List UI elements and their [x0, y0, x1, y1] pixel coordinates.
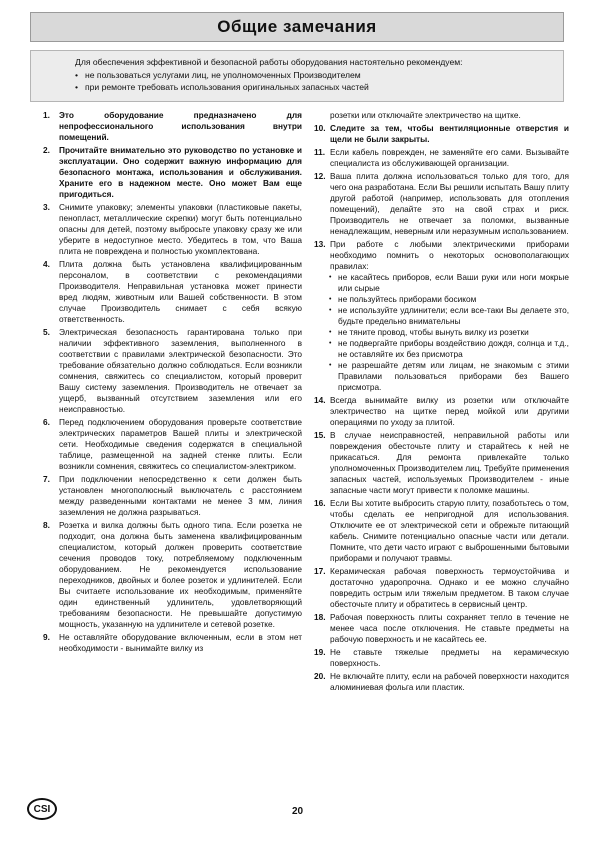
page-number: 20 [291, 806, 304, 817]
right-column [314, 110, 569, 693]
item-text: Следите за тем, чтобы вентиляционные отверстия и щели не были закрыты. [330, 123, 569, 144]
list-item [43, 202, 302, 257]
item-number: 15. [314, 430, 326, 440]
rule-bullet: • не подвергайте приборы воздействию дождя, солнца и т.д., не оставляйте их без присмотра [314, 338, 569, 360]
intro-bullet: • при ремонте требовать использования оригинальных запасных частей [75, 81, 563, 94]
list-item [314, 647, 569, 669]
intro-text: Для обеспечения эффективной и безопасной работы оборудования настоятельно рекомендуем: [75, 57, 463, 67]
title-bar [30, 12, 564, 42]
item-text: Если Вы хотите выбросить старую плиту, позаботьтесь о том, чтобы сделать ее непригодной для использования. Отключите ее от электрической сети и обрежьте питающий кабель. Снимите потенциально опасные части или детали. Помните, что дети часто играют с выброшенными бытовыми приборами и получают травмы. [330, 498, 569, 563]
item-number: 3. [43, 202, 50, 212]
item-text: Всегда вынимайте вилку из розетки или отключайте электричество на щитке перед мойкой или другими операциями по уходу за плитой. [330, 395, 569, 427]
item-number: 8. [43, 520, 50, 530]
list-item [43, 632, 302, 654]
item-text: Розетка и вилка должны быть одного типа. Если розетка не подходит, она должна быть заменена квалифицированным специалистом, который должен проверить соответствие сечения проводов току, потребляемому подключенным оборудованием. Не рекомендуется использование переходников, двойных и более розеток и удлинителей. Если Вы считаете использование их необходимым, применяйте один единственный удлинитель, удовлетворяющий требованиям безопасности. Не превышайте допустимую мощность, указанную на удлинителе и сетевой розетке. [59, 520, 302, 629]
item-text: Керамическая рабочая поверхность термоустойчива и достаточно ударопрочна. Однако и ее можно случайно повредить острым или тяжелым предметом. В таком случае обесточьте плиту и обратитесь в сервисный центр. [330, 566, 569, 609]
item-text: Плита должна быть установлена квалифицированным персоналом, в соответствии с рекомендациями Производителя. Неправильная установка может принести вред людям, животным или Вашей собственности. В этом случае Производитель снимает с себя всякую ответственность. [59, 259, 302, 324]
rule-bullet: • не касайтесь приборов, если Ваши руки или ноги мокрые или сырые [314, 272, 569, 294]
list-item [43, 417, 302, 472]
item-text: Не оставляйте оборудование включенным, если в этом нет необходимости - вынимайте вилку из [59, 632, 302, 653]
intro-bullet: • не пользоваться услугами лиц, не уполномоченных Производителем [75, 69, 563, 82]
item-text: Рабочая поверхность плиты сохраняет тепло в течение не менее часа после отключения. Не ставьте предметы на рабочую поверхность и не касайтесь ее. [330, 612, 569, 644]
item-text: Снимите упаковку; элементы упаковки (пластиковые пакеты, пенопласт, металлические скрепки) могут быть потенциально опасны для детей, поэтому выбросьте упаковку сразу же или уберите в недоступное место. Убедитесь в том, что Ваша плита не повреждена и полностью укомплектована. [59, 202, 302, 256]
item-text: Если кабель поврежден, не заменяйте его сами. Вызывайте специалиста из обслуживающей организации. [330, 147, 569, 168]
item-text: Не ставьте тяжелые предметы на керамическую поверхность. [330, 647, 569, 668]
list-item [314, 430, 569, 496]
list-item [314, 566, 569, 610]
page-title: Общие замечания [217, 17, 377, 36]
item-number: 7. [43, 474, 50, 484]
item-number: 11. [314, 147, 326, 157]
item-number: 16. [314, 498, 326, 508]
list-item [314, 612, 569, 645]
item-text: Электрическая безопасность гарантирована только при наличии эффективного заземления, выполненного в соответствии с правилами электрической безопасности. Это требование обязательно должно соблюдаться. Если возникли сомнения, свяжитесь со специалистом, который проверит Вашу систему заземления. Производитель не отвечает за ущерб, вызванный отсутствием заземления или его неисправностью. [59, 327, 302, 414]
item-text: Ваша плита должна использоваться только для того, для чего она разработана. Если Вы решили испытать Вашу плиту другой работой (например, использовать для отопления помещений), делайте это на свой страх и риск. Производитель не отвечает за поломки, вызванные ненадлежащим, неверным или неразумным использованием. [330, 171, 569, 236]
item-text: При подключении непосредственно к сети должен быть установлен многополюсный выключатель с расстоянием между разведенными контактами не менее 3 мм, линия заземления не должна разрываться. [59, 474, 302, 517]
item-number: 19. [314, 647, 326, 657]
list-item [314, 498, 569, 564]
item-text: В случае неисправностей, неправильной работы или повреждения обесточьте плиту и старайтесь к ней не прикасаться. Для ремонта привлекайте только уполномоченных Производителем лиц. Требуйте применения запасных частей, используемых Производителем - иные запасные части могут привести к поломке машины. [330, 430, 569, 495]
item-number: 17. [314, 566, 326, 576]
list-item [43, 327, 302, 415]
item-text: При работе с любыми электрическими приборами необходимо помнить о некоторых основополагающих правилах: [330, 239, 569, 271]
item-number: 14. [314, 395, 326, 405]
list-item [314, 123, 569, 145]
logo-text: CSI [33, 803, 51, 815]
list-item [314, 395, 569, 428]
item-number: 5. [43, 327, 50, 337]
item-number: 18. [314, 612, 326, 622]
list-item [43, 259, 302, 325]
item-number: 10. [314, 123, 326, 133]
item-number: 9. [43, 632, 50, 642]
intro-box [30, 50, 564, 102]
list-item [314, 171, 569, 237]
rule-bullet: • не используйте удлинители; если все-таки Вы делаете это, будьте предельно внимательны [314, 305, 569, 327]
list-item [43, 145, 302, 200]
item-number: 12. [314, 171, 326, 181]
item-text: Не включайте плиту, если на рабочей поверхности находится алюминиевая фольга или пластик. [330, 671, 569, 692]
item-number: 6. [43, 417, 50, 427]
item-number: 13. [314, 239, 326, 249]
rule-bullet: • не пользуйтесь приборами босиком [314, 294, 569, 305]
item-text: Это оборудование предназначено для непрофессионального использования внутри помещений. [59, 110, 302, 142]
item-text: Прочитайте внимательно это руководство по установке и эксплуатации. Оно содержит важную информацию для безопасного монтажа, использования и обслуживания. Храните его в надежном месте. Оно может Вам еще пригодиться. [59, 145, 302, 199]
rule-bullet: • не тяните провод, чтобы вынуть вилку из розетки [314, 327, 569, 338]
item-number: 2. [43, 145, 50, 155]
list-item [314, 147, 569, 169]
left-column [43, 110, 302, 654]
list-item [43, 110, 302, 143]
item-number: 20. [314, 671, 326, 681]
item-number: 4. [43, 259, 50, 269]
item-number: 1. [43, 110, 50, 120]
list-item [314, 239, 569, 272]
item-text: Перед подключением оборудования проверьте соответствие электрических параметров Вашей плиты и электрической сети. Необходимые сведения содержатся в специальной таблице, размещенной на задней стенке плиты. Если возникли сомнения, свяжитесь со специалистом-электриком. [59, 417, 302, 471]
rule-bullet: • не разрешайте детям или лицам, не знакомым с этими Правилами пользоваться приборами без Вашего присмотра. [314, 360, 569, 393]
item-continuation: розетки или отключайте электричество на щитке. [330, 110, 521, 120]
list-item [314, 671, 569, 693]
list-item [43, 520, 302, 630]
list-item [43, 474, 302, 518]
